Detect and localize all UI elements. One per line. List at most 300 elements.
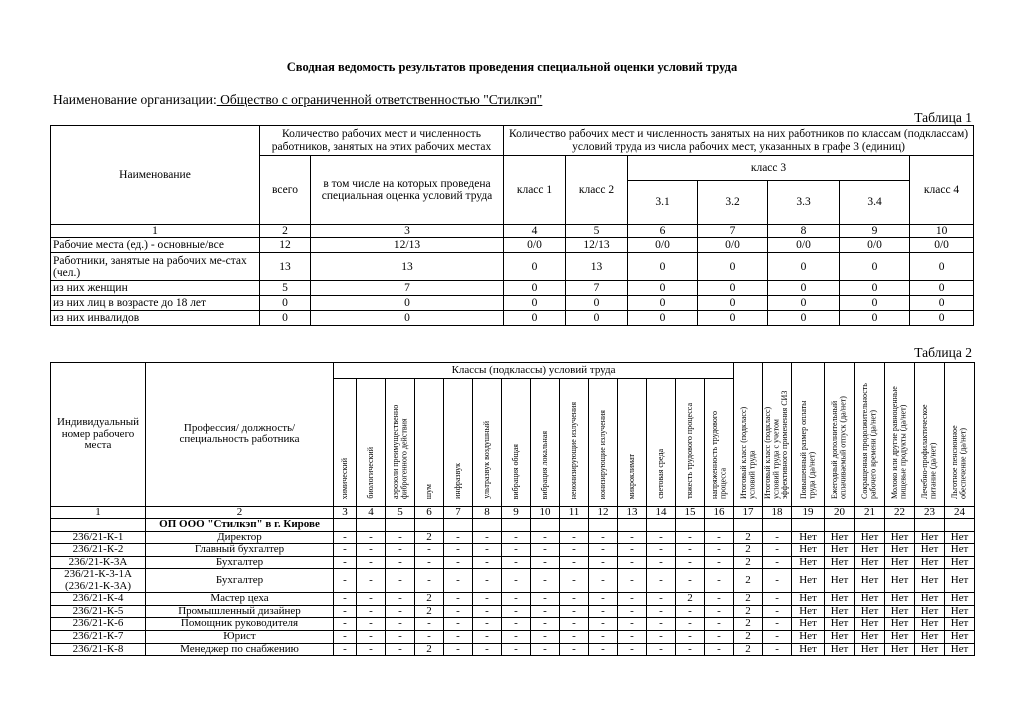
table-cell: - [334, 605, 357, 618]
table-cell: 2 [734, 643, 763, 656]
table-cell: - [618, 593, 647, 606]
workplace-id: 236/21-К-1 [51, 531, 146, 544]
table-cell: 0 [840, 296, 910, 311]
table-cell: - [473, 631, 502, 644]
table-cell: 0 [698, 253, 768, 281]
table-cell: 2 [415, 605, 444, 618]
table-cell: - [531, 556, 560, 569]
header-factor-column [444, 379, 473, 507]
table-cell: - [334, 544, 357, 557]
table-cell: - [589, 605, 618, 618]
table-cell: 2 [734, 531, 763, 544]
table-cell: - [647, 544, 676, 557]
table-cell: Нет [885, 569, 915, 593]
table-cell: - [502, 531, 531, 544]
table-cell: 0 [311, 311, 504, 326]
profession: Бухгалтер [146, 556, 334, 569]
table-cell: Нет [792, 643, 825, 656]
header-class-3-1: 3.1 [628, 181, 698, 225]
table-cell: - [705, 631, 734, 644]
table-cell: - [763, 618, 792, 631]
table1-caption: Таблица 1 [914, 110, 972, 125]
column-number: 5 [386, 506, 415, 519]
table-cell [915, 519, 945, 532]
table-cell: - [763, 531, 792, 544]
table-row [51, 544, 975, 557]
column-number: 8 [473, 506, 502, 519]
table-cell: 0 [768, 296, 840, 311]
column-number: 1 [51, 506, 146, 519]
table-cell: - [560, 569, 589, 593]
header-assessed: в том числе на которых проведена специальная оценка условий труда [311, 156, 504, 225]
table-cell: - [531, 593, 560, 606]
table-cell: - [560, 605, 589, 618]
vertical-label: микроклимат [626, 453, 636, 499]
header-extra-column [763, 363, 792, 507]
table-cell: Нет [885, 531, 915, 544]
table-cell: 13 [260, 253, 311, 281]
organization-label: Наименование организации: [53, 92, 217, 107]
section-title: ОП ООО "Стилкэп" в г. Кирове [146, 519, 334, 532]
table-cell [676, 519, 705, 532]
table-cell: - [618, 605, 647, 618]
table-cell: 0 [628, 296, 698, 311]
table-cell: - [502, 593, 531, 606]
table-cell: - [763, 593, 792, 606]
table-cell: - [531, 531, 560, 544]
table-cell: - [676, 643, 705, 656]
header-factor-column [386, 379, 415, 507]
table-cell: Нет [855, 556, 885, 569]
table-cell: - [444, 556, 473, 569]
table-cell: Нет [915, 544, 945, 557]
table-cell [415, 519, 444, 532]
vertical-label: Молоко или другие равноценные пищевые продукты (да/нет) [890, 386, 908, 499]
vertical-label: Лечебно-профилактическое питание (да/нет) [920, 404, 938, 499]
table-cell: - [647, 618, 676, 631]
header-factor-column [676, 379, 705, 507]
workplace-id: 236/21-К-2 [51, 544, 146, 557]
table-cell: - [334, 631, 357, 644]
table-cell: - [531, 569, 560, 593]
table-cell: - [618, 544, 647, 557]
table-cell: Нет [885, 618, 915, 631]
column-number: 2 [146, 506, 334, 519]
table-cell: - [357, 531, 386, 544]
table-cell: - [444, 618, 473, 631]
table-cell: - [589, 531, 618, 544]
table-row [51, 311, 974, 326]
table-cell [531, 519, 560, 532]
table-cell [763, 519, 792, 532]
column-number: 20 [825, 506, 855, 519]
table-cell: 2 [734, 593, 763, 606]
table-cell: 2 [415, 643, 444, 656]
header-class-3-4: 3.4 [840, 181, 910, 225]
table-row [51, 605, 975, 618]
table-cell: - [705, 556, 734, 569]
table-cell: - [560, 593, 589, 606]
table-cell: - [647, 593, 676, 606]
table-cell [647, 519, 676, 532]
table-cell: - [334, 593, 357, 606]
profession: Промышленный дизайнер [146, 605, 334, 618]
column-number: 10 [531, 506, 560, 519]
table-cell: - [531, 618, 560, 631]
table-cell: - [473, 544, 502, 557]
table-cell: Нет [792, 593, 825, 606]
table-cell: - [560, 643, 589, 656]
table-cell: Нет [825, 605, 855, 618]
table-cell: 2 [415, 593, 444, 606]
header-factor-column [560, 379, 589, 507]
table-cell: - [676, 631, 705, 644]
table-cell: 0/0 [768, 238, 840, 253]
table-cell: - [560, 556, 589, 569]
table-cell: Нет [915, 556, 945, 569]
workplace-id: 236/21-К-4 [51, 593, 146, 606]
table-cell [334, 519, 357, 532]
table-cell: Нет [792, 531, 825, 544]
column-number: 18 [763, 506, 792, 519]
table-cell: Нет [855, 531, 885, 544]
header-factor-column [415, 379, 444, 507]
column-number: 9 [502, 506, 531, 519]
table-cell: 0 [910, 311, 974, 326]
profession: Главный бухгалтер [146, 544, 334, 557]
table-cell: Нет [945, 631, 975, 644]
table-cell: Нет [945, 556, 975, 569]
table-cell: - [647, 605, 676, 618]
table-cell: - [357, 593, 386, 606]
vertical-label: биологический [365, 447, 375, 499]
header-extra-column [825, 363, 855, 507]
column-number: 22 [885, 506, 915, 519]
column-number: 2 [260, 225, 311, 238]
table-cell: - [357, 605, 386, 618]
table-cell: - [415, 631, 444, 644]
table-cell: Нет [945, 605, 975, 618]
header-extra-column [885, 363, 915, 507]
table-row [51, 238, 974, 253]
column-number: 4 [357, 506, 386, 519]
table-cell: Нет [945, 618, 975, 631]
table-cell: Нет [792, 544, 825, 557]
table-cell: 0 [698, 311, 768, 326]
table-cell: 12/13 [566, 238, 628, 253]
profession: Директор [146, 531, 334, 544]
table-cell: - [705, 605, 734, 618]
table-cell: Нет [825, 631, 855, 644]
table-cell: - [647, 643, 676, 656]
column-number: 13 [618, 506, 647, 519]
header-total: всего [260, 156, 311, 225]
column-number: 5 [566, 225, 628, 238]
table-cell: - [473, 556, 502, 569]
table-cell: 0 [628, 311, 698, 326]
table-cell: - [357, 643, 386, 656]
table-cell: 2 [734, 556, 763, 569]
header-extra-column [915, 363, 945, 507]
table-cell: - [334, 531, 357, 544]
table-cell: - [415, 544, 444, 557]
table-cell: - [444, 531, 473, 544]
column-number: 10 [910, 225, 974, 238]
profession: Помощник руководителя [146, 618, 334, 631]
table-cell: - [357, 556, 386, 569]
table-row [51, 253, 974, 281]
vertical-label: тяжесть трудового процесса [684, 403, 694, 499]
table-row [51, 281, 974, 296]
table-cell [386, 519, 415, 532]
table-cell: - [618, 643, 647, 656]
header-factor-column [357, 379, 386, 507]
table-cell: Нет [945, 531, 975, 544]
table-cell [825, 519, 855, 532]
table-cell: - [502, 643, 531, 656]
table-cell: Нет [825, 618, 855, 631]
table-cell: - [473, 531, 502, 544]
table-cell: - [560, 531, 589, 544]
header-class1: класс 1 [504, 156, 566, 225]
table-cell: Нет [885, 605, 915, 618]
table-cell: Нет [792, 569, 825, 593]
header-factor-column [473, 379, 502, 507]
table-cell: - [589, 544, 618, 557]
table-cell: - [705, 531, 734, 544]
table-cell: - [676, 618, 705, 631]
table-cell: - [705, 593, 734, 606]
table-cell: - [444, 605, 473, 618]
organization-name: Общество с ограниченной ответственностью "Стилкэп" [216, 92, 543, 107]
vertical-label: неионизирующие излучения [568, 401, 578, 499]
table-cell: Нет [792, 631, 825, 644]
table-cell: - [444, 544, 473, 557]
table-cell: - [415, 556, 444, 569]
table-cell: 0 [566, 296, 628, 311]
table-cell: - [386, 605, 415, 618]
table-cell: - [473, 569, 502, 593]
table-cell: 0 [768, 311, 840, 326]
table-cell: 7 [311, 281, 504, 296]
workplace-id: 236/21-К-5 [51, 605, 146, 618]
vertical-label: Итоговый класс (подкласс) условий труда с учетом эффективного применения СИЗ [763, 390, 790, 499]
column-number: 11 [560, 506, 589, 519]
table-cell: Нет [792, 618, 825, 631]
table-cell [734, 519, 763, 532]
table-cell: 12 [260, 238, 311, 253]
table-cell: 7 [566, 281, 628, 296]
table-cell: Нет [825, 531, 855, 544]
table-cell: - [386, 544, 415, 557]
column-number: 15 [676, 506, 705, 519]
table-cell [473, 519, 502, 532]
table-cell: 2 [734, 605, 763, 618]
table-cell: Нет [915, 631, 945, 644]
column-number: 3 [334, 506, 357, 519]
table-cell: 0 [260, 296, 311, 311]
table-cell: - [676, 605, 705, 618]
table-cell: Нет [855, 593, 885, 606]
table-cell: - [334, 556, 357, 569]
table-cell: - [357, 569, 386, 593]
table-cell: 0 [260, 311, 311, 326]
column-number: 8 [768, 225, 840, 238]
table-cell: - [647, 531, 676, 544]
header-class2: класс 2 [566, 156, 628, 225]
table-cell: Нет [885, 643, 915, 656]
table-cell: 0 [698, 296, 768, 311]
table-cell: - [618, 618, 647, 631]
table-cell: - [473, 643, 502, 656]
table-row [51, 618, 975, 631]
table-cell: 2 [734, 618, 763, 631]
table-cell [705, 519, 734, 532]
table-cell: - [386, 643, 415, 656]
table-cell: - [705, 544, 734, 557]
column-number: 12 [589, 506, 618, 519]
column-number: 6 [415, 506, 444, 519]
table-cell: 12/13 [311, 238, 504, 253]
header-extra-column [792, 363, 825, 507]
table-cell: - [531, 605, 560, 618]
table-cell: 0 [840, 253, 910, 281]
workplace-id: 236/21-К-3А [51, 556, 146, 569]
header-factor-column [589, 379, 618, 507]
table-cell: Нет [945, 544, 975, 557]
header-extra-column [945, 363, 975, 507]
table-cell [560, 519, 589, 532]
table-cell: - [473, 593, 502, 606]
table-cell: - [473, 618, 502, 631]
table-cell: 5 [260, 281, 311, 296]
header-extra-column [855, 363, 885, 507]
column-number: 21 [855, 506, 885, 519]
table-cell: Нет [885, 556, 915, 569]
header-workplace-id: Индивидуальный номер рабочего места [51, 363, 146, 507]
table-cell [945, 519, 975, 532]
table-cell: 0 [840, 311, 910, 326]
table-cell: - [705, 643, 734, 656]
vertical-label: аэрозоли преимущественно фиброгенного действия [390, 404, 408, 499]
table-cell: Нет [855, 631, 885, 644]
table-cell: - [763, 605, 792, 618]
profession: Бухгалтер [146, 569, 334, 593]
table-cell: 2 [676, 593, 705, 606]
table-cell: Нет [825, 544, 855, 557]
table-cell: 0/0 [910, 238, 974, 253]
table-cell: Нет [885, 593, 915, 606]
header-group-classes: Количество рабочих мест и численность занятых на них работников по классам (подклассам) условий труда из числа рабочих мест, указанных в графе 3 (единиц) [504, 126, 974, 156]
table-cell: 0 [910, 296, 974, 311]
profession: Юрист [146, 631, 334, 644]
table-row [51, 643, 975, 656]
header-factor-column [334, 379, 357, 507]
table-cell: - [357, 631, 386, 644]
header-factor-column [502, 379, 531, 507]
table-cell: 0/0 [840, 238, 910, 253]
header-class3: класс 3 [628, 156, 910, 181]
table-cell: 0 [910, 281, 974, 296]
table-cell: - [502, 544, 531, 557]
row-label: из них женщин [51, 281, 260, 296]
table-cell: Нет [825, 569, 855, 593]
table-cell: 0 [698, 281, 768, 296]
table-cell: - [676, 556, 705, 569]
table-cell: - [618, 531, 647, 544]
table-cell: - [334, 569, 357, 593]
table-cell: - [334, 643, 357, 656]
workplace-id: 236/21-К-8 [51, 643, 146, 656]
column-number: 19 [792, 506, 825, 519]
table-cell: - [386, 631, 415, 644]
vertical-label: ультразвук воздушный [481, 421, 491, 499]
table-cell: Нет [945, 643, 975, 656]
row-label: Работники, занятые на рабочих ме-стах (чел.) [51, 253, 260, 281]
table-cell: - [763, 631, 792, 644]
table-cell: - [705, 618, 734, 631]
column-number: 24 [945, 506, 975, 519]
table-cell: - [386, 569, 415, 593]
table-cell: Нет [825, 643, 855, 656]
table-cell: - [502, 556, 531, 569]
table-cell: 0 [628, 281, 698, 296]
table-cell [589, 519, 618, 532]
table-cell: - [676, 531, 705, 544]
column-number: 17 [734, 506, 763, 519]
table-cell: - [560, 544, 589, 557]
table-cell: - [647, 556, 676, 569]
table-cell: - [647, 569, 676, 593]
table-cell: - [763, 556, 792, 569]
table-cell: - [502, 569, 531, 593]
header-class-3-2: 3.2 [698, 181, 768, 225]
table-cell: - [531, 544, 560, 557]
table-cell: Нет [855, 605, 885, 618]
table-cell: - [589, 631, 618, 644]
table-cell: - [763, 643, 792, 656]
table-cell: 0 [504, 281, 566, 296]
column-number: 14 [647, 506, 676, 519]
table-cell: 0 [910, 253, 974, 281]
table-cell: - [531, 631, 560, 644]
table-cell: 0 [566, 311, 628, 326]
table-cell [618, 519, 647, 532]
table-cell: - [415, 569, 444, 593]
table-cell: Нет [825, 593, 855, 606]
table-cell: Нет [915, 605, 945, 618]
table-cell: Нет [945, 569, 975, 593]
table-cell: - [444, 593, 473, 606]
header-factor-column [647, 379, 676, 507]
table-cell: 0 [311, 296, 504, 311]
table-cell: Нет [915, 569, 945, 593]
table-cell: Нет [825, 556, 855, 569]
header-group-workplaces: Количество рабочих мест и численность работников, занятых на этих рабочих местах [260, 126, 504, 156]
table-cell: - [415, 618, 444, 631]
vertical-label: Повышенный размер оплаты труда (да/нет) [798, 400, 817, 499]
table-row [51, 556, 975, 569]
table-cell: - [444, 631, 473, 644]
table-cell: - [386, 593, 415, 606]
vertical-label: инфразвук [452, 463, 462, 499]
table-cell: - [589, 593, 618, 606]
row-label: из них лиц в возрасте до 18 лет [51, 296, 260, 311]
table-cell: - [589, 569, 618, 593]
table-cell: - [647, 631, 676, 644]
table-cell: 0 [504, 296, 566, 311]
vertical-label: шум [423, 483, 433, 499]
